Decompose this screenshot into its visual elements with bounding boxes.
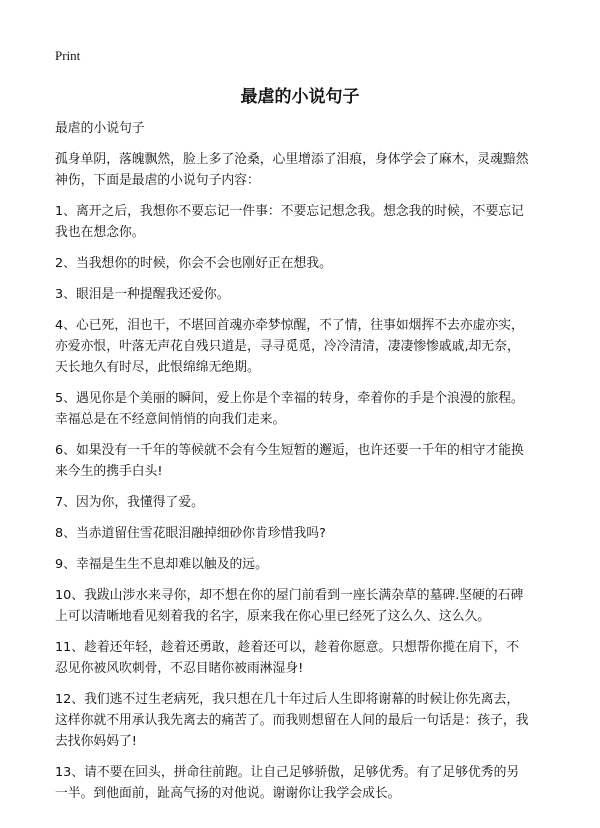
page-title: 最虐的小说句子 — [240, 87, 360, 107]
quote-item: 11、趁着还年轻，趁着还勇敢，趁着还可以，趁着你愿意。只想帮你揽在肩下，不忍见你被风吹刺骨，不忍目睹你被雨淋湿身! — [55, 640, 520, 676]
document-body — [55, 118, 531, 814]
quote-item: 13、请不要在回头，拼命往前跑。让自己足够骄傲，足够优秀。有了足够优秀的另一半。到他面前，趾高气扬的对他说。谢谢你让我学会成长。 — [55, 765, 520, 801]
quote-item: 9、幸福是生生不息却难以触及的远。 — [55, 557, 268, 572]
quote-item: 5、遇见你是个美丽的瞬间，爱上你是个幸福的转身，牵着你的手是个浪漫的旅程。幸福总是在不经意间悄悄的向我们走来。 — [55, 391, 524, 427]
quote-item: 2、当我想你的时候，你会不会也刚好正在想我。 — [55, 256, 332, 271]
quote-item: 10、我跋山涉水来寻你，却不想在你的屋门前看到一座长满杂草的墓碑.坚硬的石碑上可以清晰地看见刻着我的名字，原来我在你心里已经死了这么久、这么久。 — [55, 588, 524, 624]
quote-item: 6、如果没有一千年的等候就不会有今生短暂的邂逅，也许还要一千年的相守才能换来今生的携手白头! — [55, 443, 524, 479]
quote-item: 3、眼泪是一种提醒我还爱你。 — [55, 287, 230, 302]
intro-paragraph: 孤身单阴，落魄飘然，脸上多了沧桑，心里增添了泪痕，身体学会了麻木，灵魂黯然神伤，下面是最虐的小说句子内容： — [55, 152, 529, 188]
quote-item: 8、当赤道留住雪花眼泪融掉细砂你肯珍惜我吗? — [55, 526, 326, 541]
print-label: Print — [55, 48, 81, 63]
quote-item: 12、我们逃不过生老病死，我只想在几十年过后人生即将谢幕的时候让你先离去，这样你就不用承认我先离去的痛苦了。而我则想留在人间的最后一句话是：孩子，我去找你妈妈了! — [55, 692, 529, 749]
quote-item: 4、心已死，泪也干，不堪回首魂亦牵梦惊醒，不了情，往事如烟挥不去亦虚亦实，亦爱亦恨，叶落无声花自残只道是，寻寻觅觅，冷冷清清，凄凄惨惨戚戚,却无奈，天长地久有时尽，此恨绵绵无绝期。 — [55, 318, 524, 375]
quote-item: 7、因为你，我懂得了爱。 — [55, 495, 204, 510]
subtitle: 最虐的小说句子 — [55, 121, 145, 136]
quote-item: 1、离开之后，我想你不要忘记一件事：不要忘记想念我。想念我的时候，不要忘记我也在想念你。 — [55, 204, 524, 240]
